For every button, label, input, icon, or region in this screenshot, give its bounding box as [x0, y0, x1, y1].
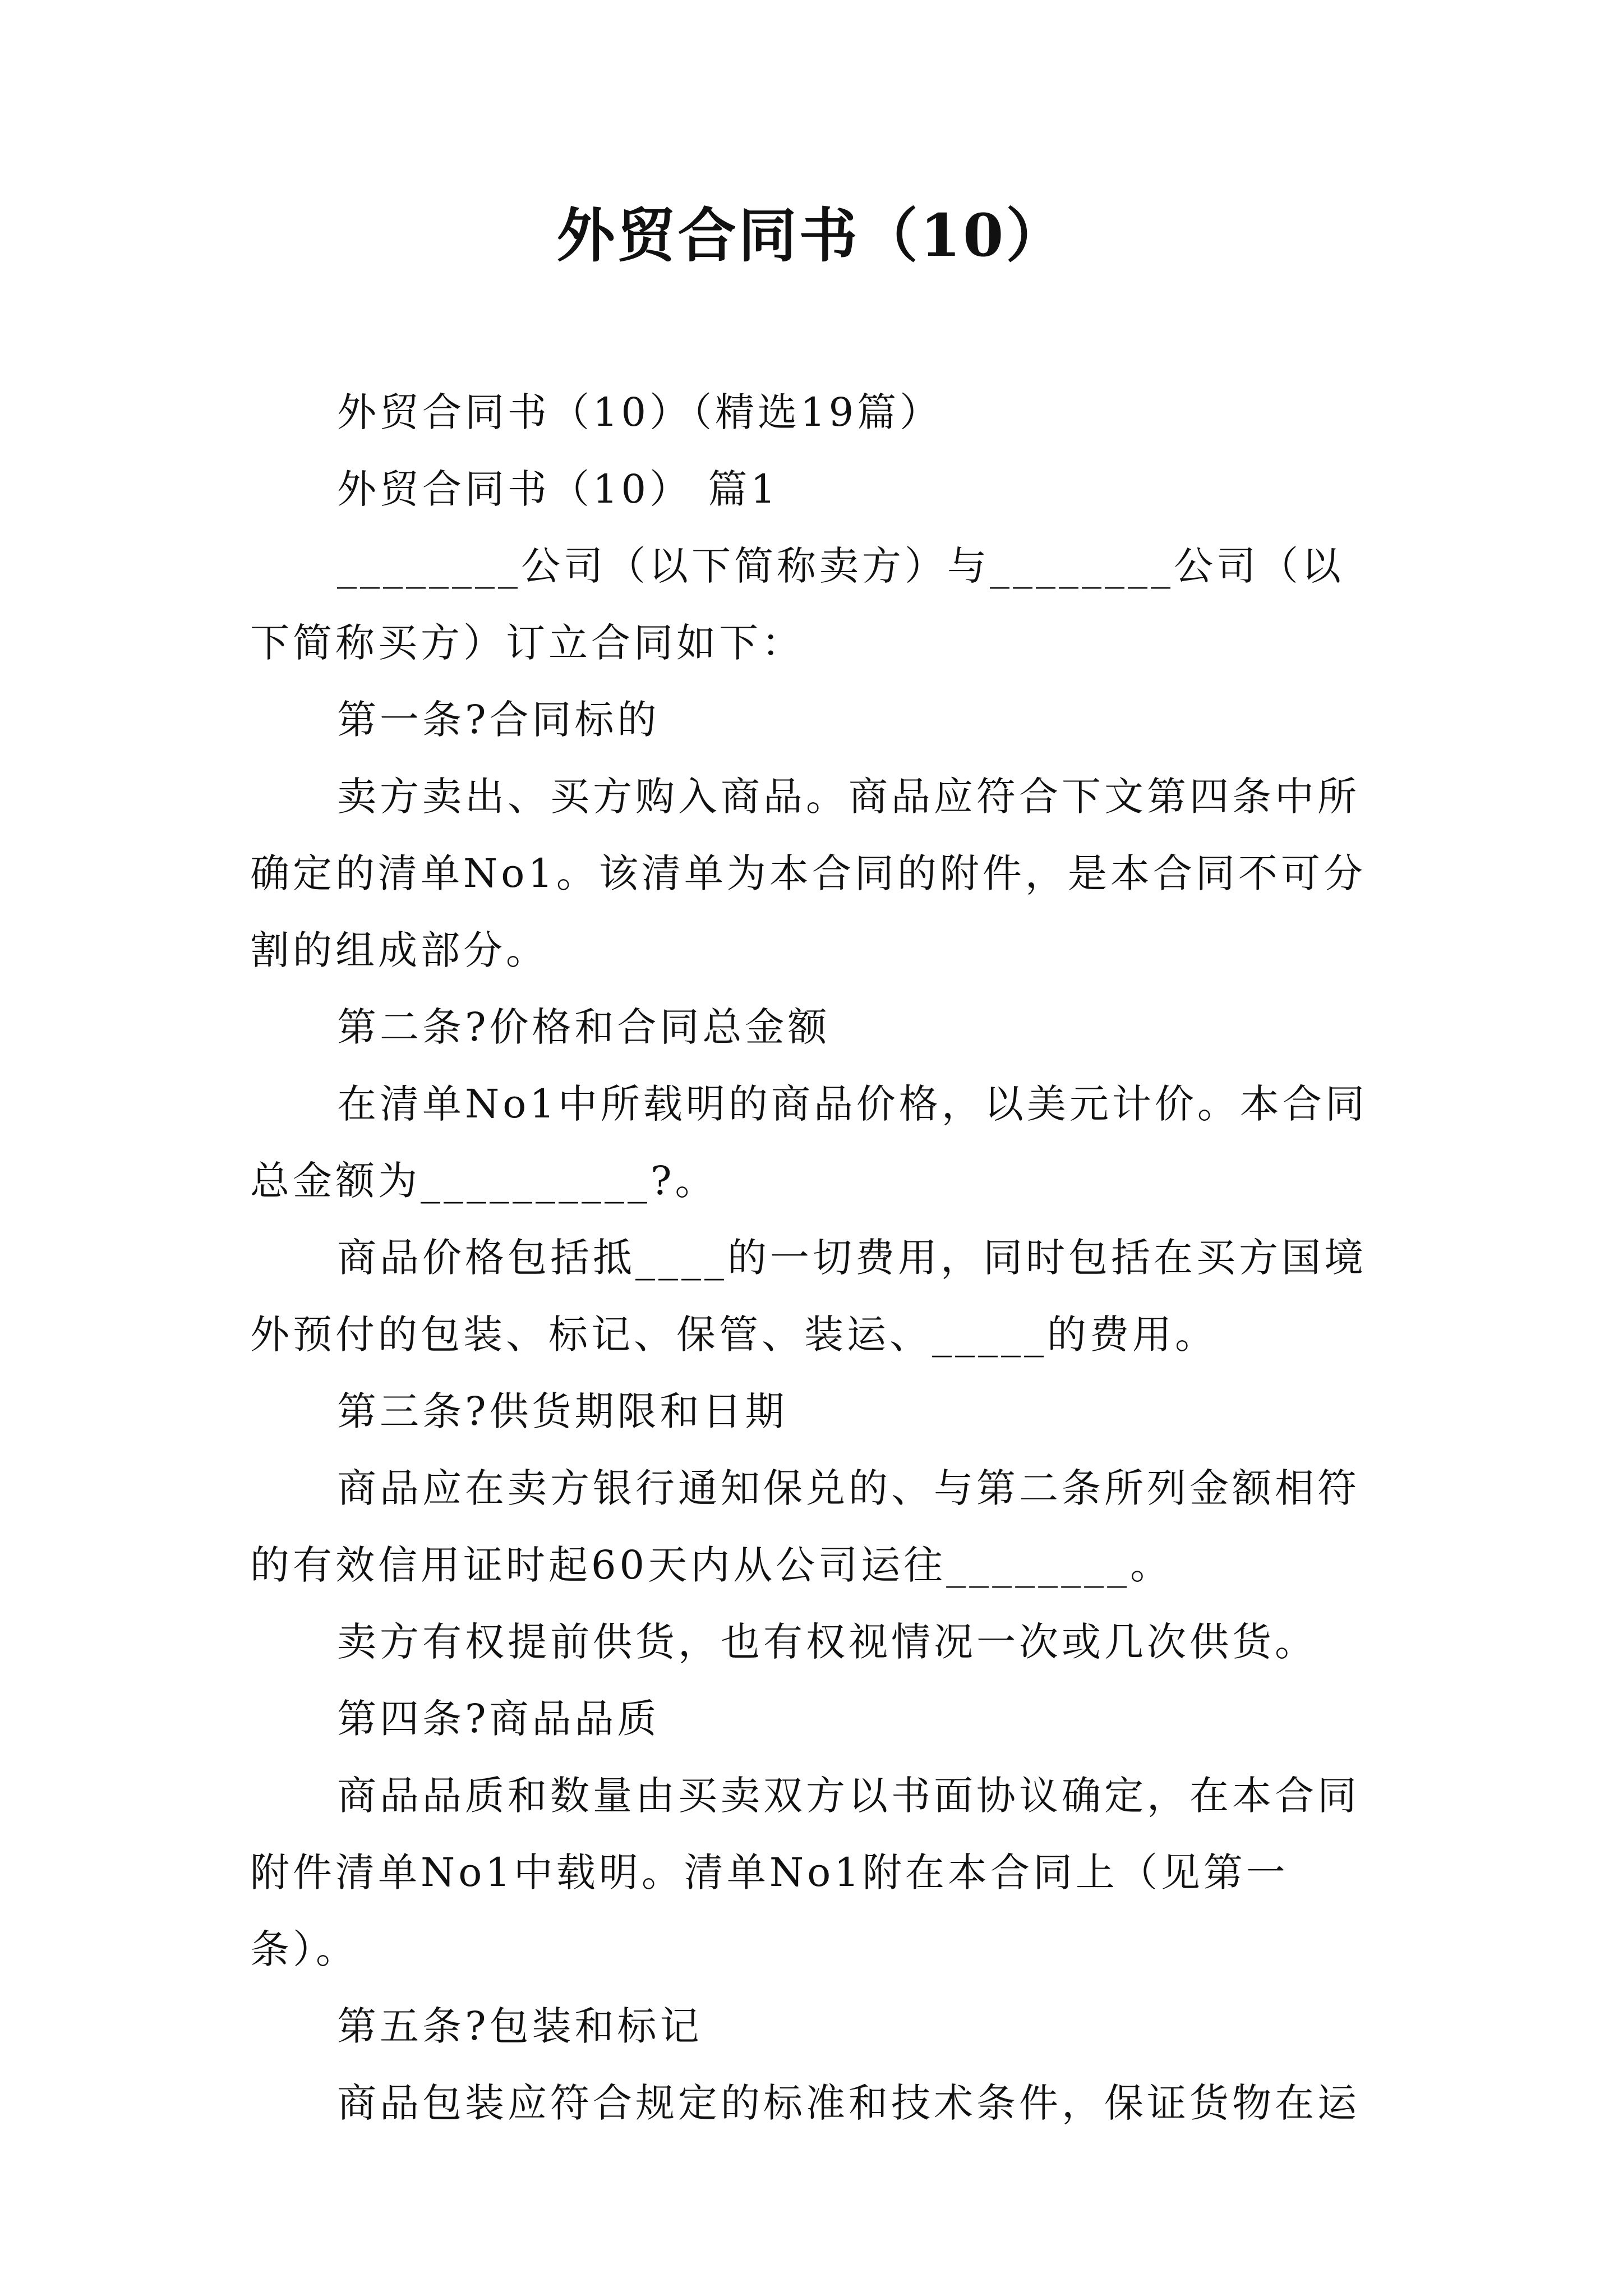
document-title: 外贸合同书（10） [556, 201, 1067, 270]
paragraph-subtitle: 外贸合同书（10）（精选19篇） [337, 389, 943, 435]
article-3-text-2: 卖方有权提前供货，也有权视情况一次或几次供货。 [337, 1619, 1317, 1665]
article-4-heading: 第四条?商品品质 [337, 1696, 660, 1742]
article-2-heading: 第二条?价格和合同总金额 [337, 1004, 831, 1050]
article-5-heading: 第五条?包装和标记 [337, 2003, 703, 2049]
article-3-heading: 第三条?供货期限和日期 [337, 1388, 788, 1434]
article-5-text: 商品包装应符合规定的标准和技术条件，保证货物在运 [337, 2080, 1360, 2126]
paragraph-chapter-heading: 外贸合同书（10） 篇1 [337, 466, 779, 512]
article-1-text: 卖方卖出、买方购入商品。商品应符合下文第四条中所确定的清单No1。该清单为本合同的附件，是本合同不可分割的组成部分。 [250, 774, 1366, 973]
article-1-heading: 第一条?合同标的 [337, 697, 660, 743]
article-2-text-2: 商品价格包括抵____的一切费用，同时包括在买方国境外预付的包装、标记、保管、装运、_____的费用。 [250, 1235, 1367, 1358]
article-3-text-1: 商品应在卖方银行通知保兑的、与第二条所列金额相符的有效信用证时起60天内从公司运往________。 [250, 1465, 1360, 1588]
article-2-text-1: 在清单No1中所载明的商品价格，以美元计价。本合同总金额为__________?。 [250, 1081, 1368, 1204]
paragraph-parties: ________公司（以下简称卖方）与________公司（以下简称买方）订立合同如下： [250, 543, 1344, 666]
document-body [250, 374, 1383, 2142]
article-4-text: 商品品质和数量由买卖双方以书面协议确定，在本合同附件清单No1中载明。清单No1附在本合同上（见第一条）。 [250, 1773, 1360, 1972]
